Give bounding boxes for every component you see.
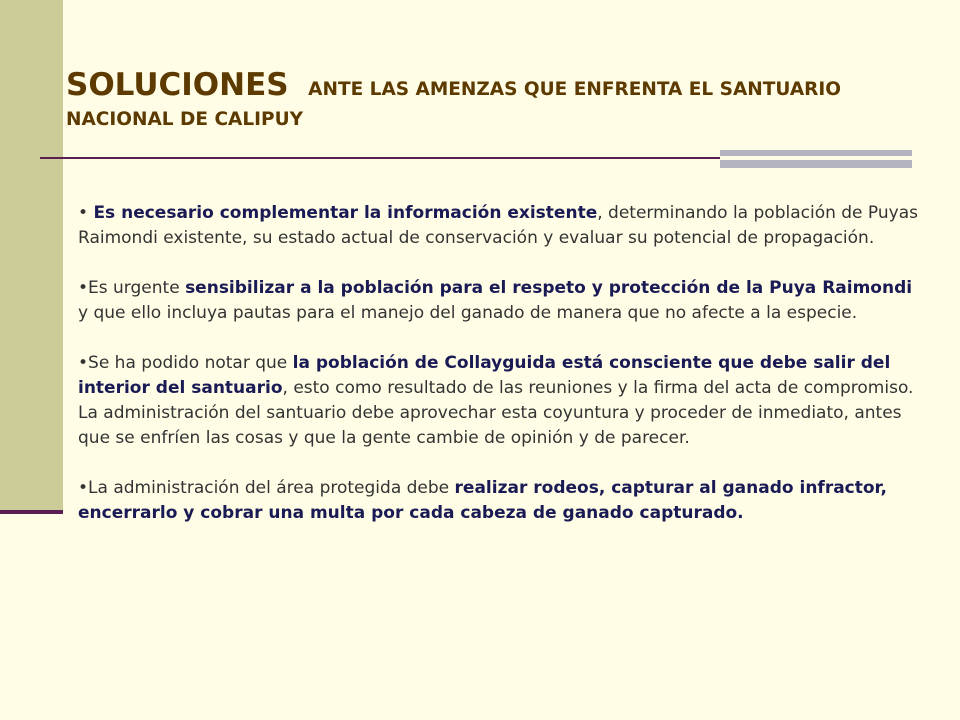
bullet-item (78, 201, 918, 251)
slide-title (66, 67, 946, 135)
title-rest-line2: NACIONAL DE CALIPUY (66, 109, 303, 130)
bullet-marker: • (78, 203, 89, 223)
bullet-bold: Es necesario complementar la información existente (93, 203, 598, 223)
bullet-bold: realizar rodeos, capturar al ganado infractor, encerrarlo y cobrar una multa por cada cabeza de ganado capturado. (78, 478, 887, 523)
bullet-marker: • (78, 478, 89, 498)
bullet-item (78, 351, 918, 451)
divider-accent-gap (720, 156, 912, 160)
bullet-bold: la población de Collayguida está consciente que debe salir del interior del santuario (78, 353, 891, 398)
bullet-text: , esto como resultado de las reuniones y la firma del acta de compromiso. La administración del santuario debe aprovechar esta coyuntura y proceder de inmediato, antes que se enfríen las cosas y que la gente cambie de opinión y de parecer. (78, 378, 914, 448)
bullet-list (78, 201, 918, 551)
bullet-marker: • (78, 278, 89, 298)
side-bar-accent (0, 510, 63, 514)
bullet-text: Se ha podido notar que (88, 353, 293, 373)
bullet-item (78, 276, 918, 326)
bullet-bold: sensibilizar a la población para el respeto y protección de la Puya Raimondi (185, 278, 913, 298)
bullet-text: , determinando la población de Puyas Raimondi existente, su estado actual de conservación y evaluar su potencial de propagación. (78, 203, 918, 248)
title-main: SOLUCIONES (66, 67, 289, 103)
bullet-text: La administración del área protegida debe (88, 478, 455, 498)
bullet-text: y que ello incluya pautas para el manejo del ganado de manera que no afecte a la especie. (78, 303, 858, 323)
side-bar (0, 0, 63, 510)
bullet-text: Es urgente (88, 278, 186, 298)
bullet-marker: • (78, 353, 89, 373)
title-rest-line1: ANTE LAS AMENZAS QUE ENFRENTA EL SANTUARIO (308, 79, 842, 100)
bullet-item (78, 476, 918, 526)
